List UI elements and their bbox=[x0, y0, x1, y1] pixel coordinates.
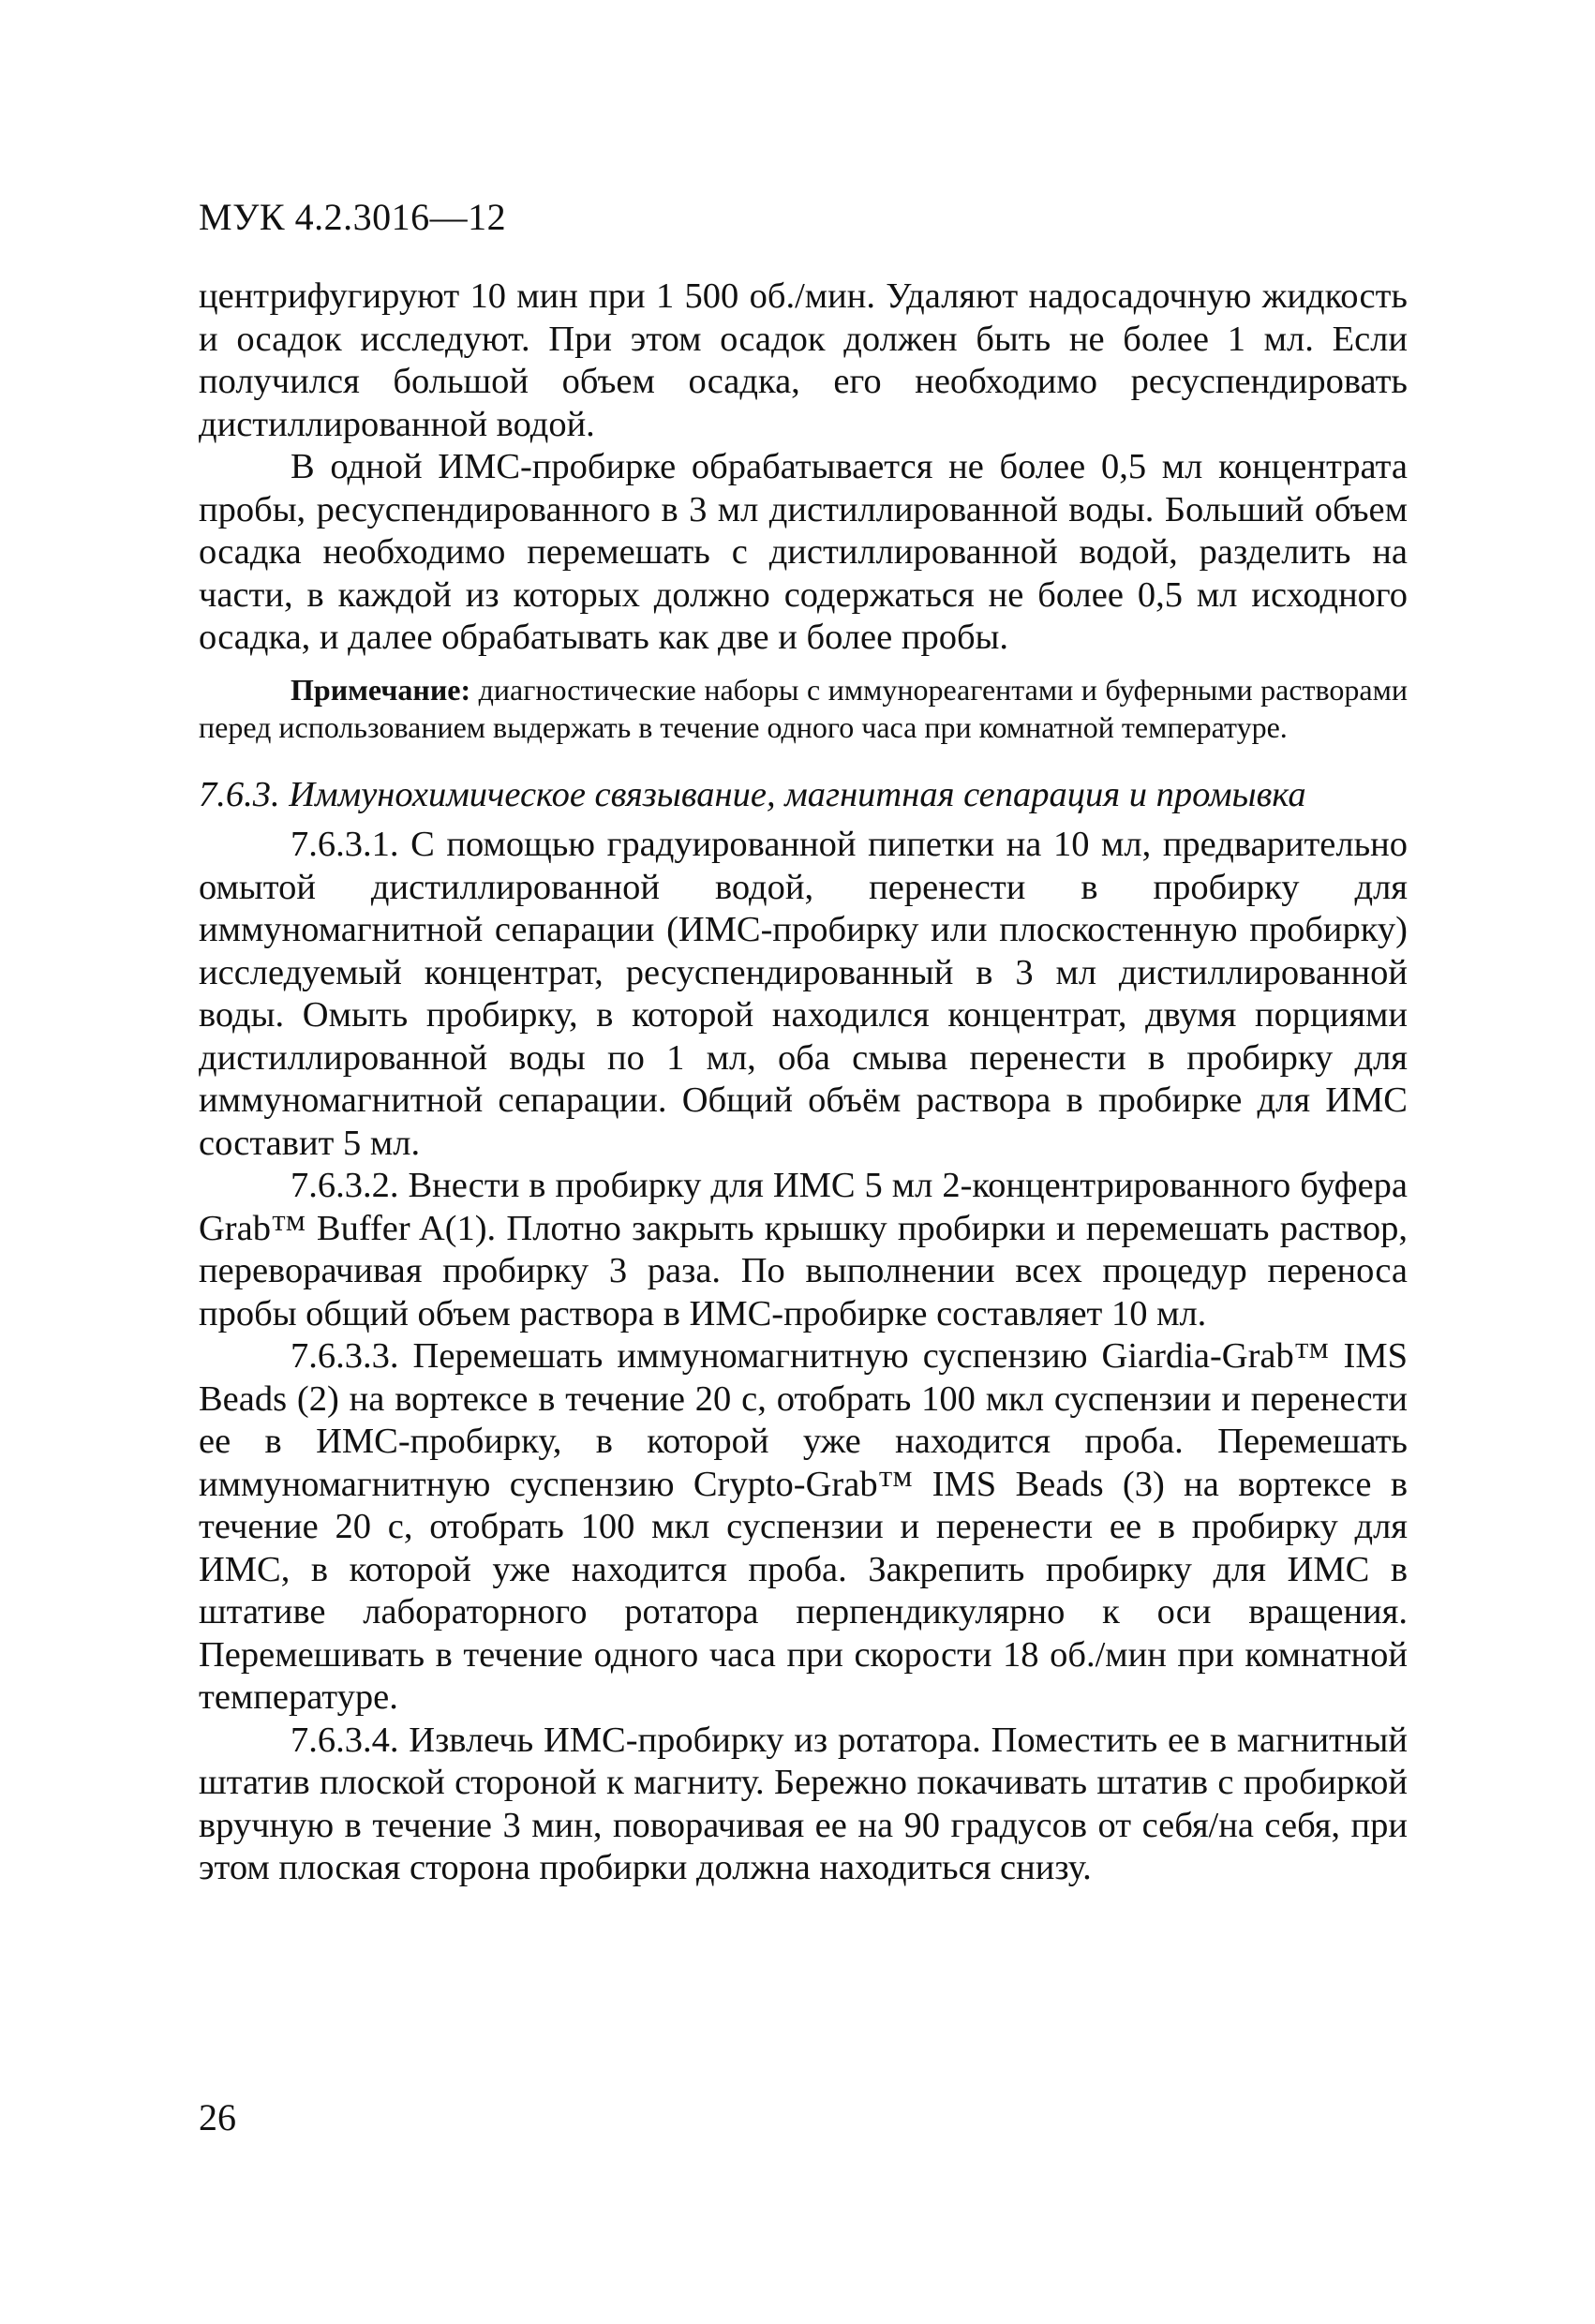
paragraph-continuation: центрифугируют 10 мин при 1 500 об./мин. Удаляют надосадочную жидкость и осадок исследуют. При этом осадок должен быть не более 1 мл. Если получился большой объем осадка, его необходимо ресуспендировать дистиллированной водой. bbox=[199, 276, 1408, 444]
note-text: диагностические наборы с иммунореагентами и буферными растворами перед использованием выдержать в течение одного часа при комнатной температуре. bbox=[199, 672, 1408, 744]
note-block bbox=[199, 671, 1408, 746]
paragraph-sample-volume: В одной ИМС-пробирке обрабатывается не более 0,5 мл концентрата пробы, ресуспендированного в 3 мл дистиллированной воды. Больший объем осадка необходимо перемешать с дистиллированной водой, разделить на части, в каждой из которых должно содержаться не более 0,5 мл исходного осадка, и далее обрабатывать как две и более пробы. bbox=[199, 447, 1408, 657]
step-7-6-3-3: 7.6.3.3. Перемешать иммуномагнитную суспензию Giardia-Grab™ IMS Beads (2) на вортексе в течение 20 с, отобрать 100 мкл суспензии и перенести ее в ИМС-пробирку, в которой уже находится проба. Перемешать иммуномагнитную суспензию Crypto-Grab™ IMS Beads (3) на вортексе в течение 20 с, отобрать 100 мкл суспензии и перенести ее в пробирку для ИМС, в которой уже находится проба. Закрепить пробирку для ИМС в штативе лабораторного ротатора перпендикулярно к оси вращения. Перемешивать в течение одного часа при скорости 18 об./мин при комнатной температуре. bbox=[199, 1336, 1408, 1717]
document-code-header: МУК 4.2.3016—12 bbox=[199, 196, 507, 238]
section-heading: 7.6.3. Иммунохимическое связывание, магнитная сепарация и промывка bbox=[199, 774, 1306, 814]
page-body bbox=[199, 276, 1408, 1890]
note-label: Примечание: bbox=[291, 672, 471, 707]
step-7-6-3-4: 7.6.3.4. Извлечь ИМС-пробирку из ротатора. Поместить ее в магнитный штатив плоской стороной к магниту. Бережно покачивать штатив с пробиркой вручную в течение 3 мин, поворачивая ее на 90 градусов от себя/на себя, при этом плоская сторона пробирки должна находиться снизу. bbox=[199, 1720, 1408, 1887]
step-7-6-3-1: 7.6.3.1. С помощью градуированной пипетки на 10 мл, предварительно омытой дистиллированной водой, перенести в пробирку для иммуномагнитной сепарации (ИМС-пробирку или плоскостенную пробирку) исследуемый концентрат, ресуспендированный в 3 мл дистиллированной воды. Омыть пробирку, в которой находился концентрат, двумя порциями дистиллированной воды по 1 мл, оба смыва перенести в пробирку для иммуномагнитной сепарации. Общий объём раствора в пробирке для ИМС составит 5 мл. bbox=[199, 825, 1408, 1163]
page-number: 26 bbox=[199, 2096, 236, 2138]
step-7-6-3-2: 7.6.3.2. Внести в пробирку для ИМС 5 мл 2-концентрированного буфера Grab™ Buffer A(1). Плотно закрыть крышку пробирки и перемешать раствор, переворачивая пробирку 3 раза. По выполнении всех процедур переноса пробы общий объем раствора в ИМС-пробирке составляет 10 мл. bbox=[199, 1166, 1408, 1333]
